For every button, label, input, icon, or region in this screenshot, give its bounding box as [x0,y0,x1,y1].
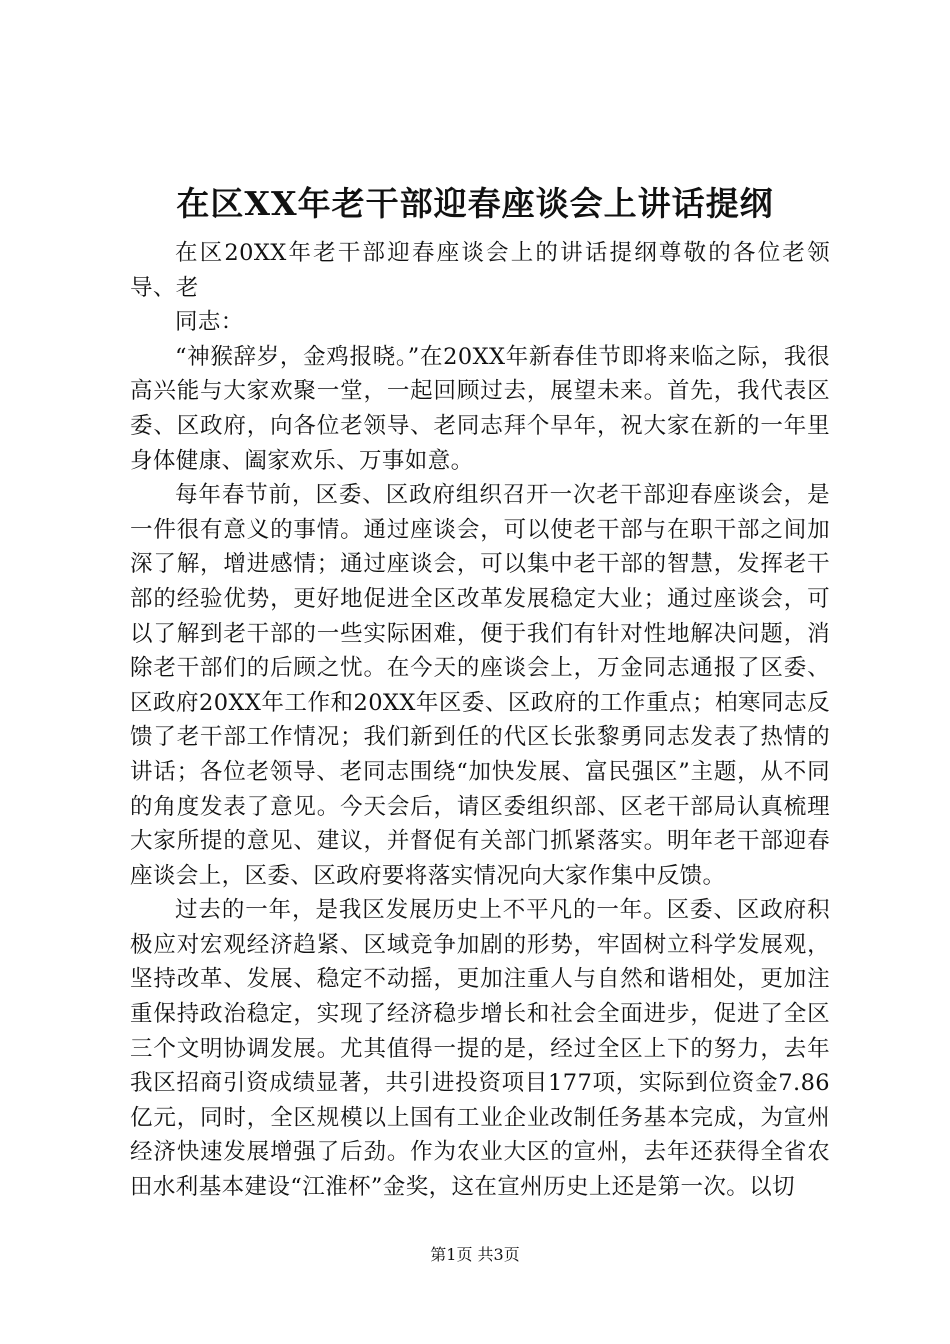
document-body [130,236,830,1205]
paragraph-review: 过去的一年，是我区发展历史上不平凡的一年。区委、区政府积极应对宏观经济趋紧、区域竞争加剧的形势，牢固树立科学发展观，坚持改革、发展、稳定不动摇，更加注重人与自然和谐相处，更加注重保持政治稳定，实现了经济稳步增长和社会全面进步，促进了全区三个文明协调发展。尤其值得一提的是，经过全区上下的努力，去年我区招商引资成绩显著，共引进投资项目177项，实际到位资金7.86亿元，同时，全区规模以上国有工业企业改制任务基本完成，为宣州经济快速发展增强了后劲。作为农业大区的宣州，去年还获得全省农田水利基本建设“江淮杯”金奖，这在宣州历史上还是第一次。以切 [130,897,830,1201]
paragraph-greeting: “神猴辞岁，金鸡报晓。”在20XX年新春佳节即将来临之际，我很高兴能与大家欢聚一堂，一起回顾过去，展望未来。首先，我代表区委、区政府，向各位老领导、老同志拜个早年，祝大家在新的一年里身体健康、阖家欢乐、万事如意。 [130,343,830,474]
document-title: 在区XX年老干部迎春座谈会上讲话提纲 [176,184,774,223]
paragraph-salutation: 同志： [175,309,244,336]
page-footer: 第1页 共3页 [430,1245,520,1264]
paragraph-intro: 在区20XX年老干部迎春座谈会上的讲话提纲尊敬的各位老领导、老 [130,240,830,301]
paragraph-meeting: 每年春节前，区委、区政府组织召开一次老干部迎春座谈会，是一件很有意义的事情。通过座谈会，可以使老干部与在职干部之间加深了解，增进感情；通过座谈会，可以集中老干部的智慧，发挥老干部的经验优势，更好地促进全区改革发展稳定大业；通过座谈会，可以了解到老干部的一些实际困难，便于我们有针对性地解决问题，消除老干部们的后顾之忧。在今天的座谈会上，万金同志通报了区委、区政府20XX年工作和20XX年区委、区政府的工作重点；柏寒同志反馈了老干部工作情况；我们新到任的代区长张黎勇同志发表了热情的讲话；各位老领导、老同志围绕“加快发展、富民强区”主题，从不同的角度发表了意见。今天会后，请区委组织部、区老干部局认真梳理大家所提的意见、建议，并督促有关部门抓紧落实。明年老干部迎春座谈会上，区委、区政府要将落实情况向大家作集中反馈。 [130,482,830,889]
